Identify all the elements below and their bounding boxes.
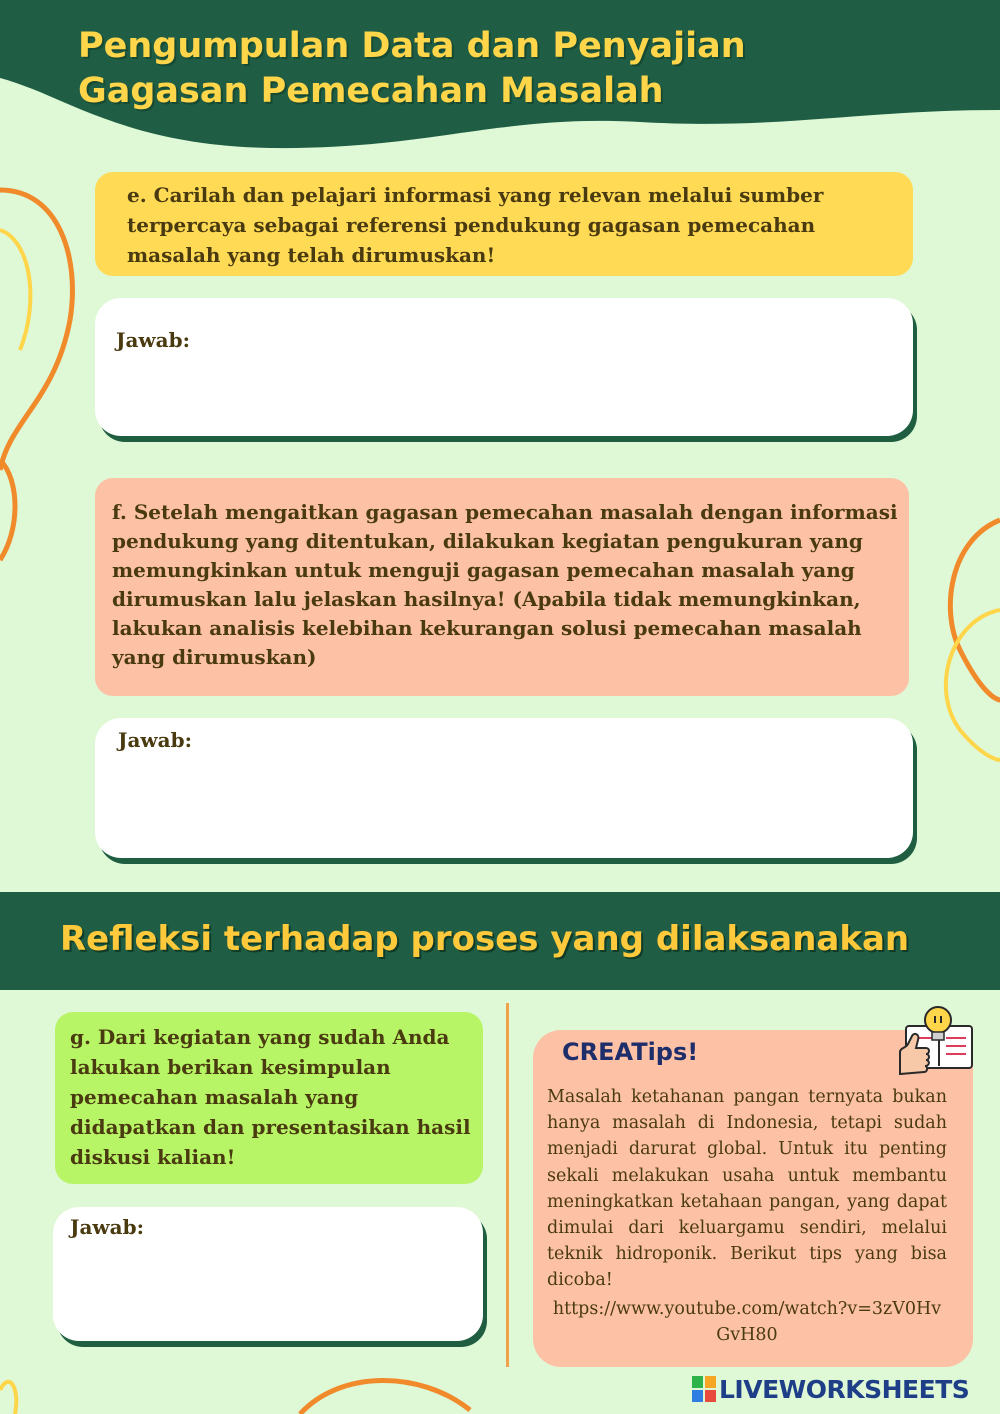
reflection-band xyxy=(0,892,1000,990)
answer-box-f[interactable] xyxy=(95,718,913,858)
column-divider xyxy=(506,1003,509,1367)
answer-label-f: Jawab: xyxy=(118,728,192,752)
reflection-title: Refleksi terhadap proses yang dilaksanakan xyxy=(60,919,910,959)
tips-link[interactable]: https://www.youtube.com/watch?v=3zV0HvGvH80 xyxy=(552,1299,942,1345)
brand-name: LIVEWORKSHEETS xyxy=(719,1374,970,1404)
page-title-line-2: Gagasan Pemecahan Masalah xyxy=(78,71,664,111)
lightbulb-book-icon xyxy=(898,1004,978,1076)
question-g: g. Dari kegiatan yang sudah Anda lakukan berikan kesimpulan pemecahan masalah yang didapatkan dan presentasikan hasil diskusi kalian! xyxy=(55,1012,483,1184)
tips-body: Masalah ketahanan pangan ternyata bukan hanya masalah di Indonesia, tetapi sudah menjadi darurat global. Untuk itu penting sekali melakukan usaha untuk membantu meningkatkan ketahaan pangan, yang dapat dimulai dari keluargamu sendiri, melalui teknik hidroponik. Berikut tips yang bisa dicoba! xyxy=(547,1087,947,1291)
liveworksheets-brand xyxy=(692,1372,969,1406)
answer-label-e: Jawab: xyxy=(116,328,190,352)
answer-box-g[interactable] xyxy=(53,1207,483,1341)
answer-label-g: Jawab: xyxy=(70,1215,144,1239)
page-title xyxy=(78,24,746,114)
answer-box-e[interactable] xyxy=(95,298,913,436)
question-e: e. Carilah dan pelajari informasi yang relevan melalui sumber terpercaya sebagai referensi pendukung gagasan pemecahan masalah yang telah dirumuskan! xyxy=(95,172,913,276)
tips-title: CREATips! xyxy=(562,1038,699,1066)
tips-card xyxy=(533,1030,973,1367)
question-f: f. Setelah mengaitkan gagasan pemecahan masalah dengan informasi pendukung yang ditentukan, dilakukan kegiatan pengukuran yang memungkinkan untuk menguji gagasan pemecahan masalah yang dirumuskan lalu jelaskan hasilnya! (Apabila tidak memungkinkan, lakukan analisis kelebihan kekurangan solusi pemecahan masalah yang dirumuskan) xyxy=(95,478,909,696)
page-title-line-1: Pengumpulan Data dan Penyajian xyxy=(78,26,746,66)
liveworksheets-logo-icon xyxy=(692,1376,716,1402)
